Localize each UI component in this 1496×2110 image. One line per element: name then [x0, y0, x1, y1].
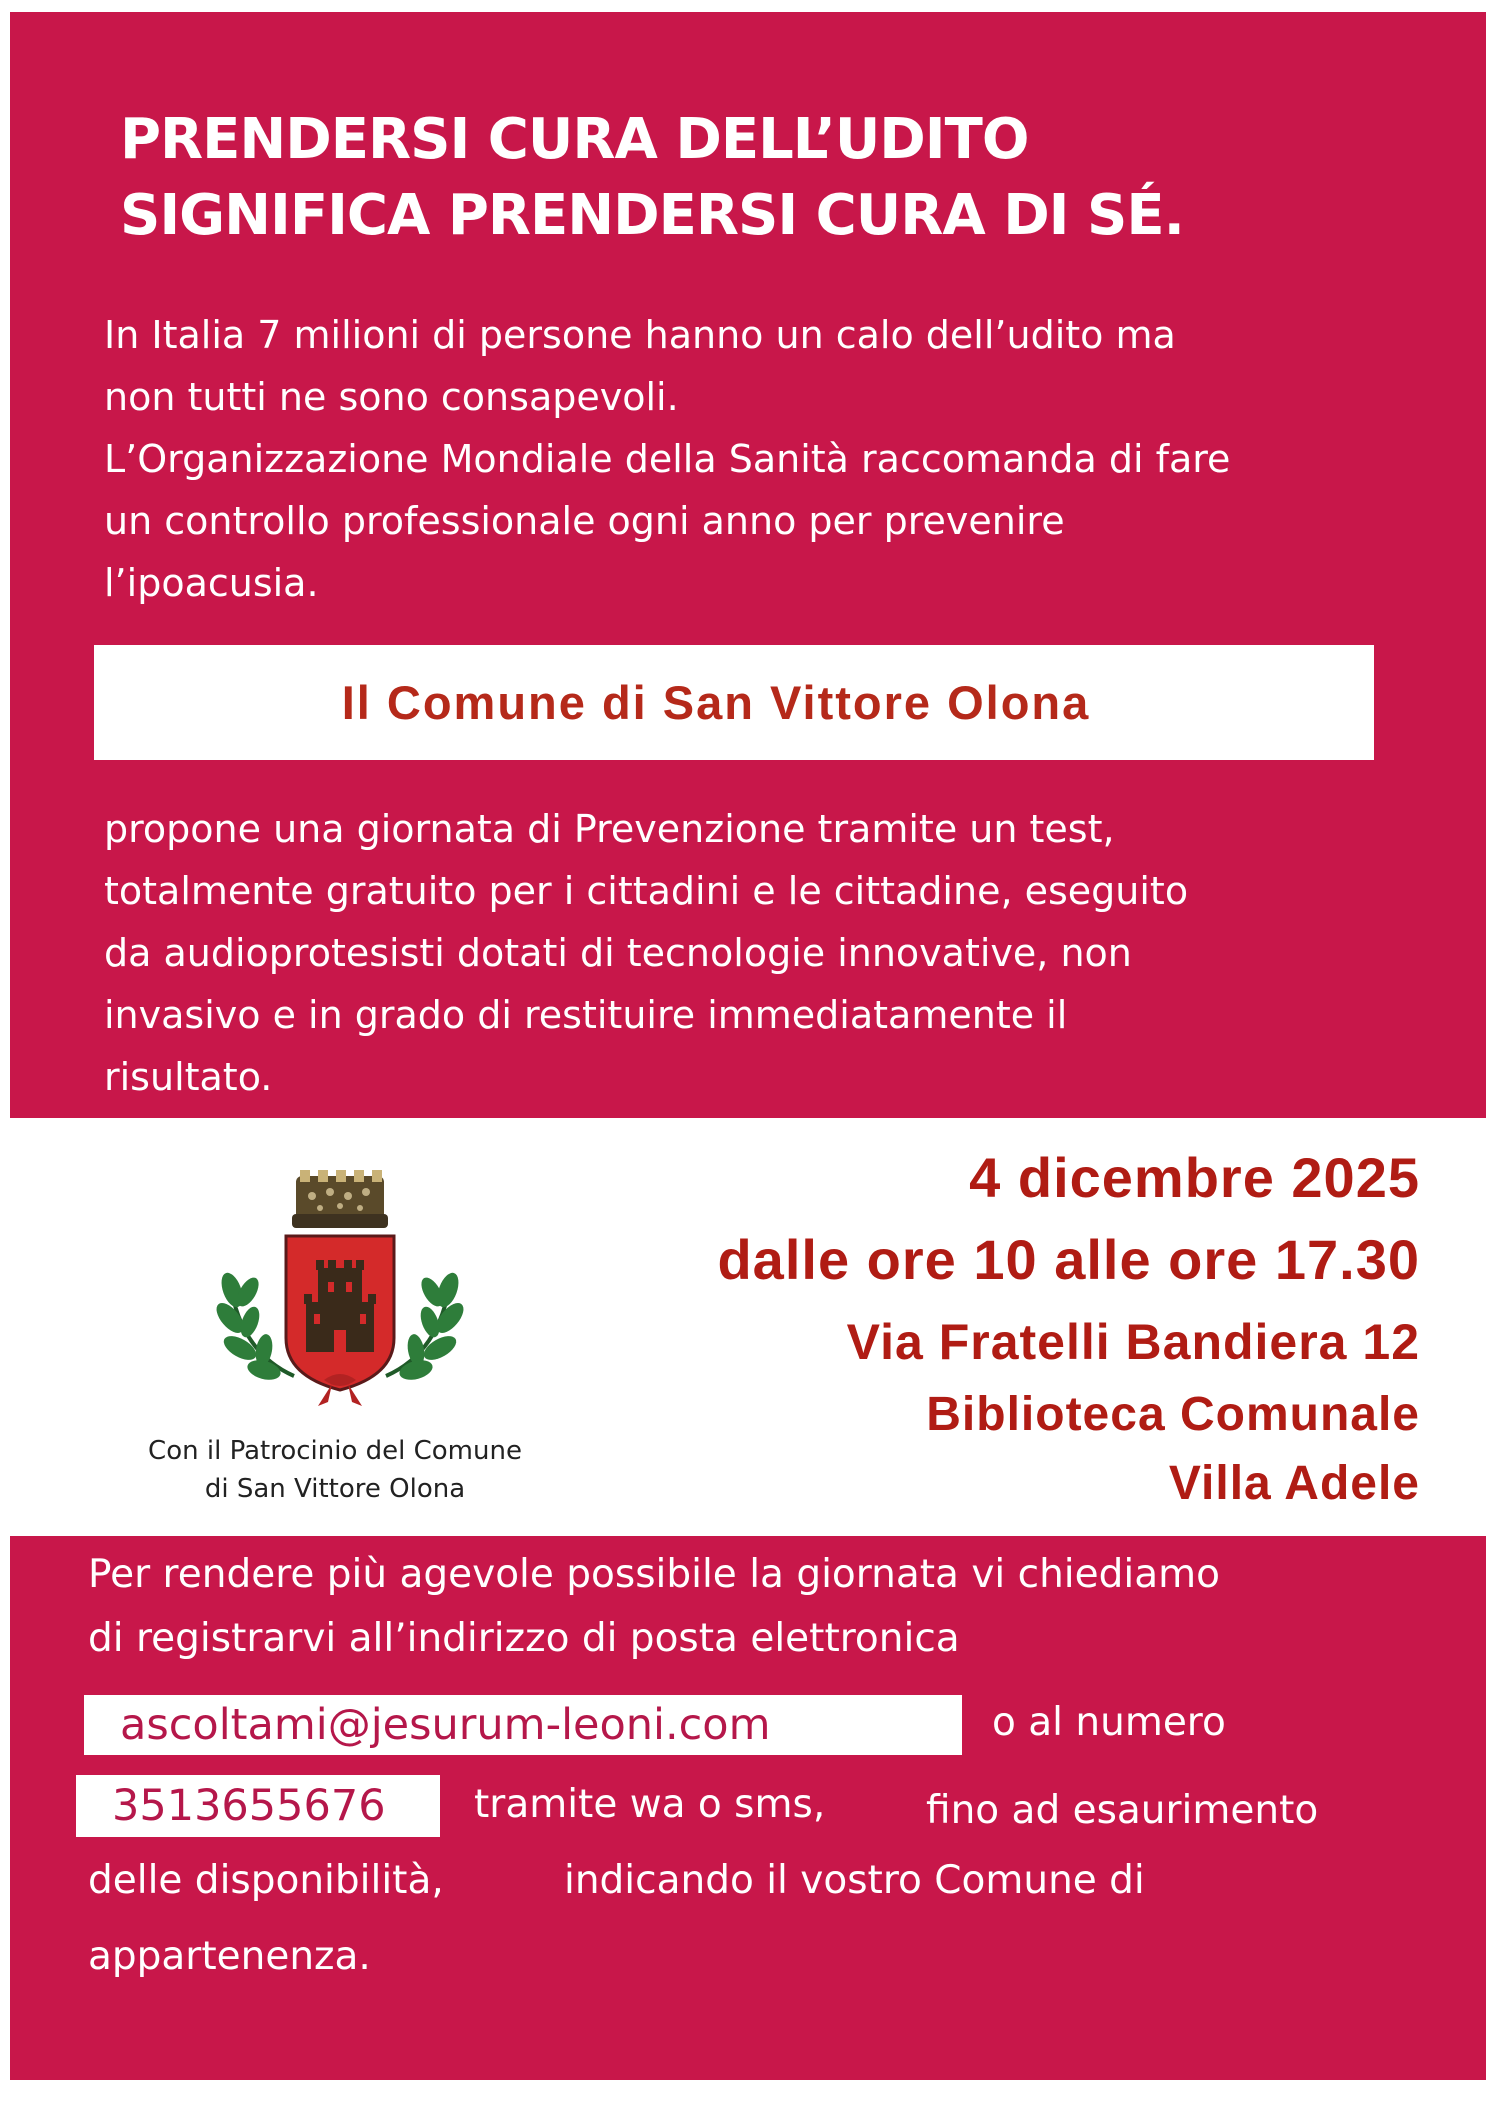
- via-wa-text: tramite wa o sms,: [474, 1782, 826, 1827]
- shield-icon: [286, 1236, 394, 1390]
- proposal-line: totalmente gratuito per i cittadini e le cittadine, eseguito: [104, 869, 1189, 913]
- registration-line-1: Per rendere più agevole possibile la giornata vi chiediamo: [88, 1552, 1220, 1597]
- headline: [120, 102, 1440, 254]
- belonging-text: appartenenza.: [88, 1934, 371, 1979]
- coat-of-arms-icon: [80, 1162, 600, 1422]
- or-number-text: o al numero: [992, 1700, 1226, 1745]
- intro-paragraph: [104, 304, 1230, 614]
- headline-line-1: PRENDERSI CURA DELL’UDITO: [120, 107, 1029, 172]
- crown-icon: [292, 1170, 388, 1228]
- headline-line-2: SIGNIFICA PRENDERSI CURA DI SÉ.: [120, 183, 1184, 248]
- intro-line: In Italia 7 milioni di persone hanno un calo dell’udito ma: [104, 313, 1176, 357]
- intro-line: l’ipoacusia.: [104, 561, 319, 605]
- phone-box[interactable]: [76, 1775, 440, 1837]
- registration-line-2: di registrarvi all’indirizzo di posta elettronica: [88, 1616, 960, 1661]
- comune-banner: [94, 645, 1374, 760]
- availability-text: delle disponibilità,: [88, 1858, 444, 1903]
- patronage-caption: [80, 1432, 590, 1508]
- proposal-paragraph: [104, 798, 1188, 1108]
- comune-banner-text: Il Comune di San Vittore Olona: [341, 676, 1091, 729]
- intro-line: non tutti ne sono consapevoli.: [104, 375, 679, 419]
- event-date: 4 dicembre 2025: [969, 1146, 1420, 1209]
- phone-number[interactable]: 3513655676: [112, 1781, 386, 1831]
- event-venue-line-2: Villa Adele: [1168, 1457, 1420, 1510]
- intro-line: L’Organizzazione Mondiale della Sanità raccomanda di fare: [104, 437, 1231, 481]
- event-time: dalle ore 10 alle ore 17.30: [717, 1228, 1420, 1291]
- event-address: Via Fratelli Bandiera 12: [846, 1314, 1420, 1370]
- event-details: [717, 1138, 1420, 1518]
- email-address[interactable]: ascoltami@jesurum-leoni.com: [120, 1700, 771, 1750]
- proposal-line: da audioprotesisti dotati di tecnologie innovative, non: [104, 931, 1132, 975]
- proposal-line: invasivo e in grado di restituire immediatamente il: [104, 993, 1068, 1037]
- patronage-line-1: Con il Patrocinio del Comune: [148, 1436, 522, 1466]
- patronage-line-2: di San Vittore Olona: [204, 1474, 466, 1504]
- indicating-text: indicando il vostro Comune di: [564, 1858, 1145, 1903]
- event-venue-line-1: Biblioteca Comunale: [926, 1388, 1420, 1441]
- proposal-line: propone una giornata di Prevenzione tramite un test,: [104, 807, 1115, 851]
- intro-line: un controllo professionale ogni anno per prevenire: [104, 499, 1065, 543]
- proposal-line: risultato.: [104, 1055, 273, 1099]
- until-text: fino ad esaurimento: [926, 1788, 1319, 1833]
- email-box[interactable]: [84, 1695, 962, 1755]
